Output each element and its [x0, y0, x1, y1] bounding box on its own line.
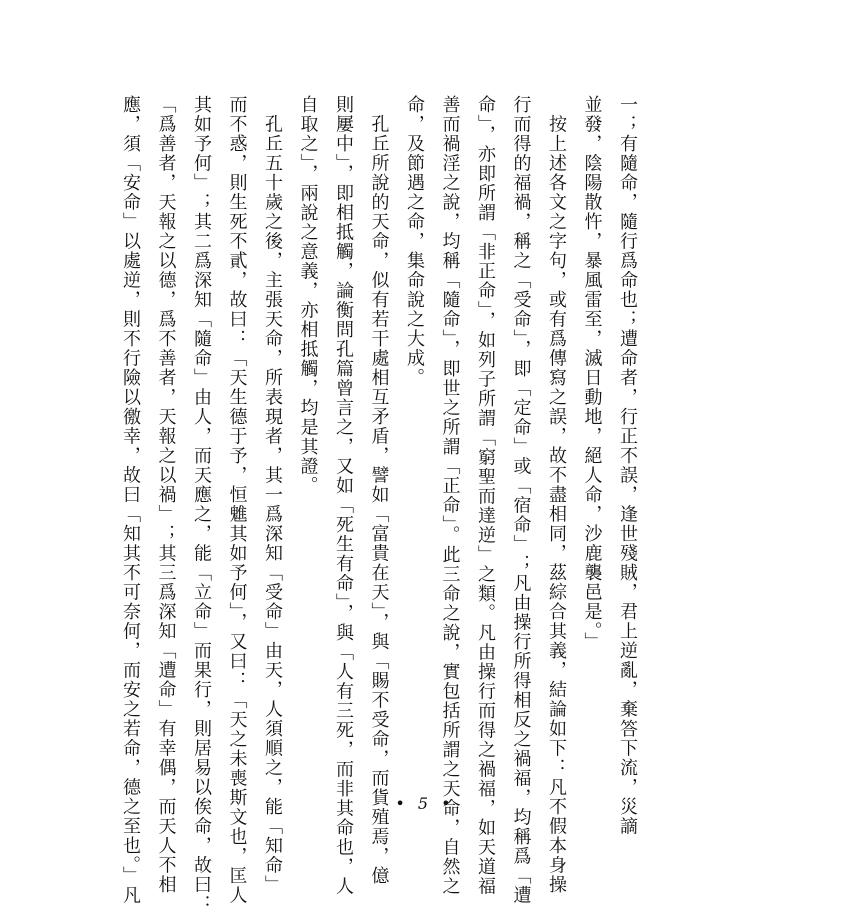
text-column-4: 行而得的福禍，稱之「受命」，即「定命」或「宿命」；凡由操行所得相反之禍福，均稱爲「遭 — [510, 95, 532, 905]
body-text — [113, 95, 646, 914]
text-column-6: 善而禍淫之說，均稱「隨命」，即世之所謂「正命」。此三命之說，實包括所謂之天命，自然之 — [439, 95, 461, 896]
text-column-7: 命，及節遇之命，集命說之大成。 — [404, 95, 425, 388]
text-column-12: 而不惑，則生死不貳，故曰：「天生德于予，恒魋其如予何」，又曰：「天之未喪斯文也，匡人 — [226, 95, 248, 905]
page-number: • 5 • — [395, 794, 455, 813]
text-column-13: 其如予何」；其二爲深知「隨命」由人，而天應之，能「立命」而果行，則居易以俟命，故曰： — [191, 95, 212, 914]
text-column-3: 按上述各文之字句，或有爲傳寫之誤，故不盡相同，茲綜合其義，結論如下：凡不假本身操 — [546, 95, 567, 895]
text-column-14: 「爲善者，天報之以德，爲不善者，天報之以禍」；其三爲深知「遭命」有幸偶，而天人不相 — [155, 95, 177, 895]
text-column-5: 命」，亦即所謂「非正命」，如列子所謂「窮聖而達逆」之類。凡由操行而得之禍福，如天道福 — [475, 95, 496, 896]
text-column-11: 孔丘五十歲之後，主張天命，所表現者，其一爲深知「受命」由天，人須順之，能「知命」 — [262, 95, 283, 895]
text-column-10: 自取之」，兩說之意義，亦相抵觸，均是其證。 — [297, 95, 319, 496]
text-column-9: 則屢中」，即相抵觸，論衡問孔篇曾言之，又如「死生有命」，與「人有三死，而非其命也，人 — [333, 95, 354, 896]
text-column-1: 一；有隨命，隨行爲命也；遭命者，行正不誤，逢世殘賊，君上逆亂，棄答下流，災謫 — [617, 95, 638, 836]
text-column-15: 應，須「安命」以處逆，則不行險以徼幸，故曰「知其不可奈何，而安之若命，德之至也。」凡 — [120, 95, 141, 905]
text-column-8: 孔丘所說的天命，似有若干處相互矛盾，譬如「富貴在天」，與「賜不受命，而貨殖焉，億 — [368, 95, 390, 886]
text-column-2: 並發，陰陽散忤，暴風雷至，滅日動地，絕人命，沙鹿襲邑是。」 — [581, 95, 603, 652]
